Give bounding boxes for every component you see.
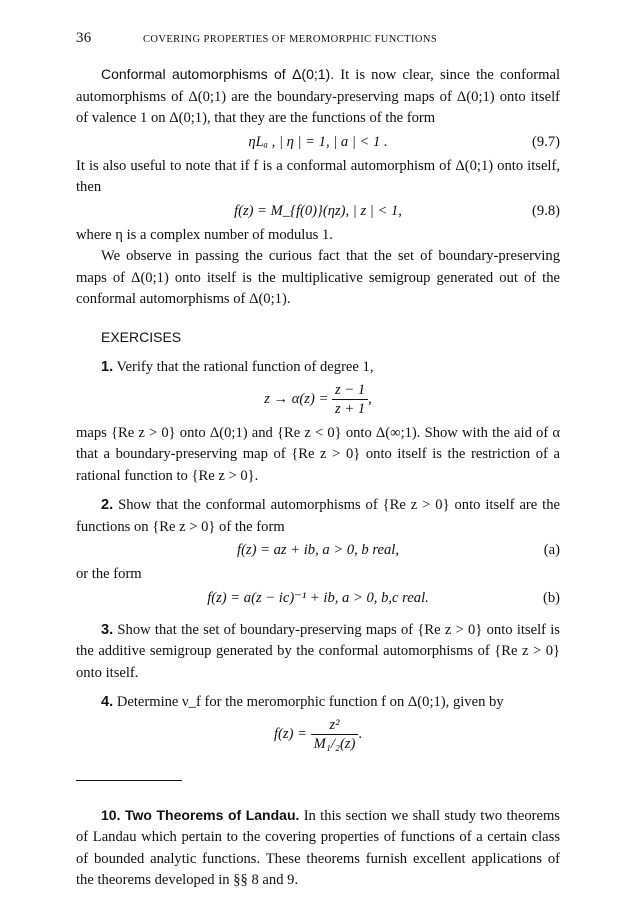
equation-ex4 (76, 714, 560, 758)
equation-number: (b) (542, 589, 560, 606)
exercise-number: 1. (101, 359, 114, 375)
section-text: In this section we shall study two theorems of Landau which pertain to the covering properties of functions of a certain class of bounded analytic functions. These theorems furnish excellent applications of the theorems developed in §§ 8 and 9. (76, 807, 560, 888)
footnote-rule (76, 780, 182, 781)
section-heading: 10. Two Theorems of Landau. (101, 806, 300, 823)
fraction-numerator: z − 1 (332, 381, 368, 400)
equation-body: f(z) = M_{f(0)}(ηz), | z | < 1, (234, 202, 402, 219)
exercise-lead: Verify that the rational function of degree 1, (113, 359, 374, 375)
equation-body: ηLₐ , | η | = 1, | a | < 1 . (248, 133, 388, 150)
paragraph-semigroup-remark: We observe in passing the curious fact that the set of boundary-preserving maps of Δ(0;1) onto itself is the multiplicative semigroup generated out of the conformal automorphisms of Δ(0;1). (76, 248, 560, 307)
exercises-title: EXERCISES (101, 328, 182, 345)
fraction-denominator: z + 1 (335, 400, 366, 417)
equation-2b (76, 586, 560, 612)
page-number: 36 (76, 30, 92, 46)
equation-lhs: f(z) = (273, 725, 307, 742)
exercise-1-text: maps {Re z > 0} onto Δ(0;1) and {Re z < 0} onto Δ(∞;1). Show with the aid of α that a boundary-preserving map of {Re z > 0} onto itself is the restriction of a rational function to {Re z > 0}. (76, 424, 560, 484)
equation-alpha (76, 379, 560, 423)
fraction (311, 716, 359, 753)
exercise-number: 3. (101, 621, 114, 638)
equation-9-7 (76, 130, 560, 156)
subsection-heading: Conformal automorphisms of Δ(0;1). (101, 66, 335, 82)
section-10-paragraph (76, 805, 560, 892)
equation-2a (76, 538, 560, 564)
exercise-4 (76, 692, 560, 714)
fraction (332, 381, 368, 418)
exercise-3 (76, 620, 560, 685)
equation-lhs: z → α(z) = (264, 390, 329, 407)
paragraph-conformal-automorphisms (76, 64, 560, 130)
equation-9-8 (76, 199, 560, 225)
exercise-number: 2. (101, 497, 114, 513)
equation-punct: , (368, 390, 372, 407)
fraction-denominator: M₁/₂(z) (313, 735, 356, 752)
equation-number: (a) (543, 542, 560, 558)
equation-number: (9.7) (532, 133, 560, 150)
running-title: COVERING PROPERTIES OF MEROMORPHIC FUNCTIONS (143, 34, 438, 45)
running-header (76, 28, 560, 48)
paragraph-eta-modulus: where η is a complex number of modulus 1. (76, 226, 333, 243)
exercise-2 (76, 495, 560, 538)
fraction-numerator: z² (311, 716, 359, 735)
equation-number: (9.8) (532, 202, 560, 219)
paragraph-useful-note: It is also useful to note that if f is a conformal automorphism of Δ(0;1) onto itself, then (76, 157, 560, 195)
exercise-text: Show that the set of boundary-preserving maps of {Re z > 0} onto itself is the additive semigroup generated by the conformal automorphisms of {Re z > 0} onto itself. (76, 621, 560, 681)
paragraph-text: It is now clear, since the conformal automorphisms of Δ(0;1) are the boundary-preserving maps of Δ(0;1) onto itself of valence 1 on Δ(0;1), that they are the functions of the form (76, 67, 560, 126)
exercise-text: Determine ν_f for the meromorphic function f on Δ(0;1), given by (113, 694, 504, 710)
exercise-text: Show that the conformal automorphisms of {Re z > 0} onto itself are the functions on {Re z > 0} of the form (76, 497, 560, 535)
equation-body: f(z) = a(z − ic)⁻¹ + ib, a > 0, b,c real. (207, 589, 429, 606)
exercise-1 (76, 357, 560, 379)
equation-body: f(z) = az + ib, a > 0, b real, (237, 542, 399, 558)
page (76, 28, 560, 892)
exercise-2-or: or the form (76, 566, 142, 582)
exercise-number: 4. (101, 694, 114, 710)
equation-punct: . (358, 725, 363, 742)
